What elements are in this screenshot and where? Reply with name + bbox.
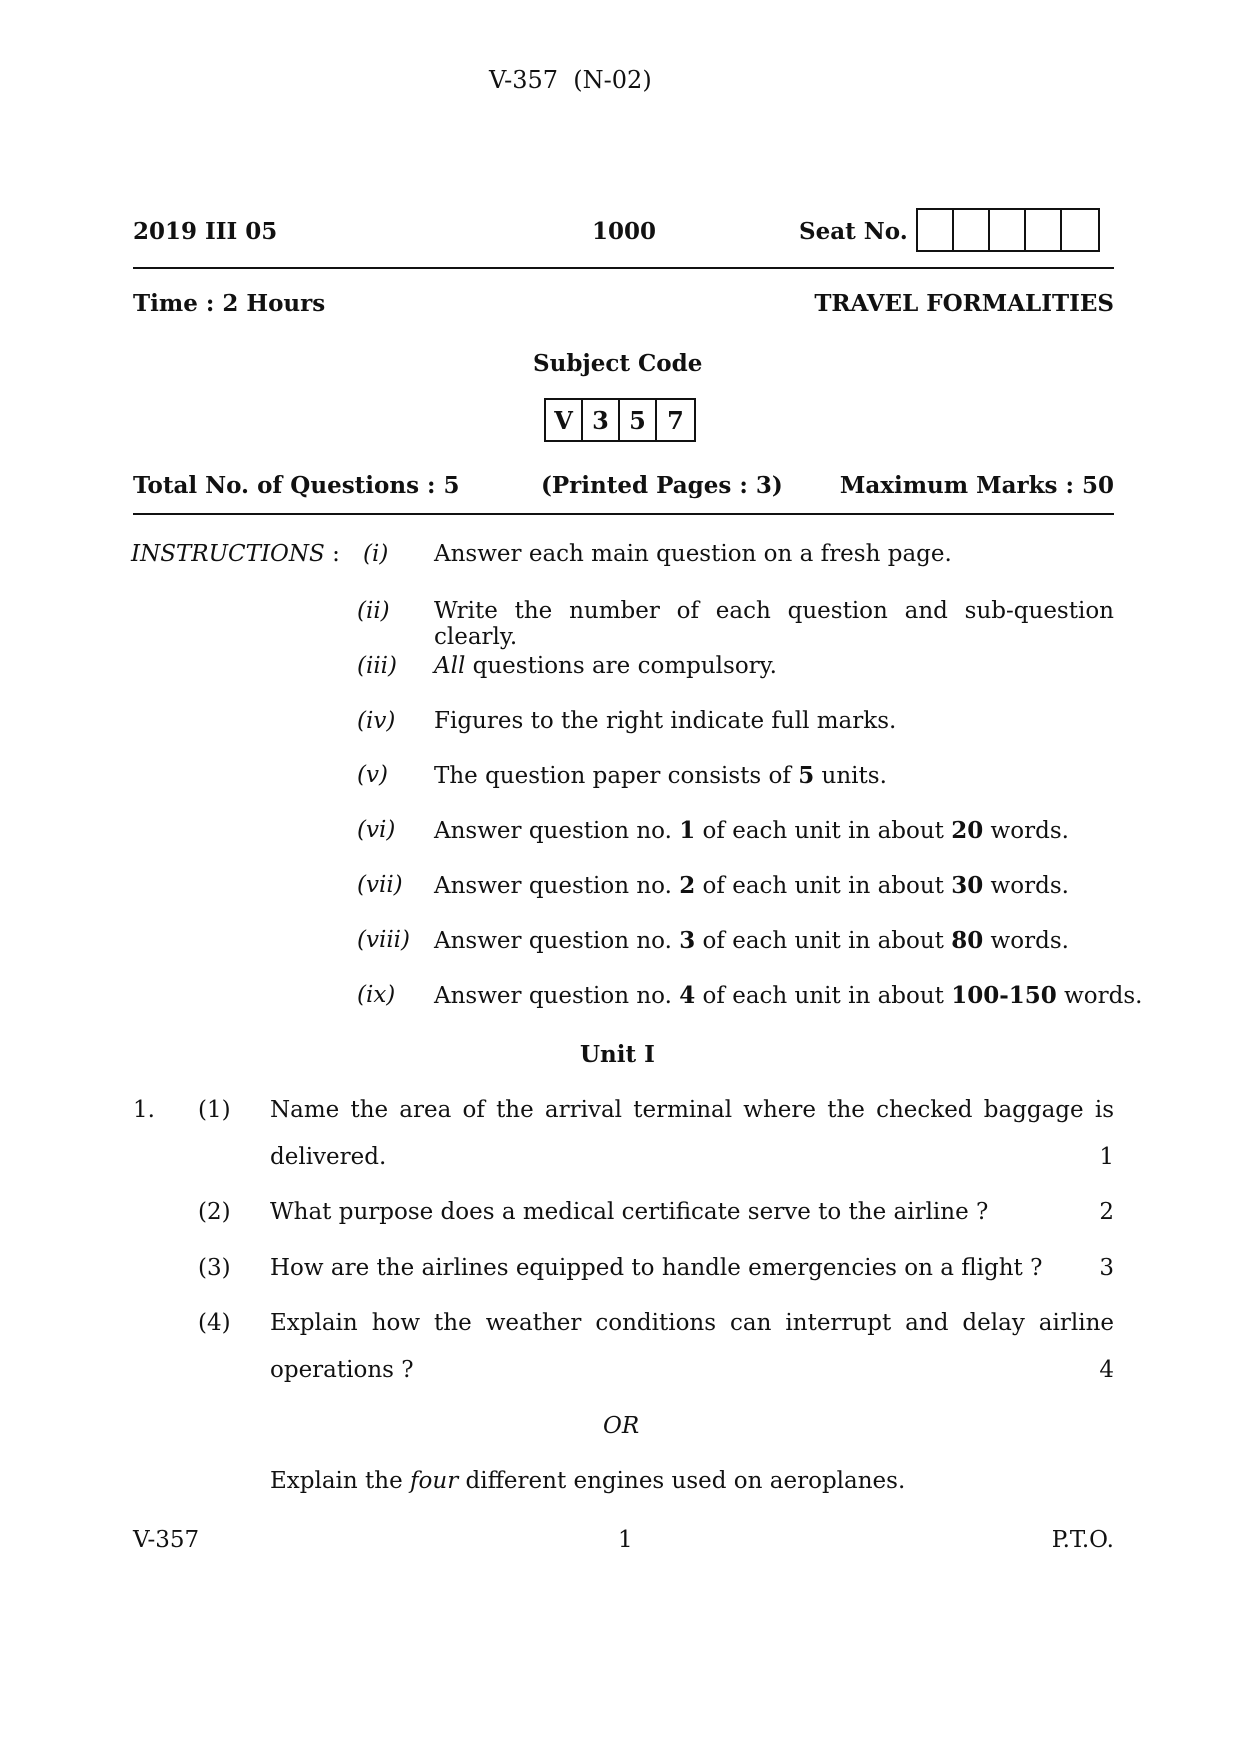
text-run: different engines used on aeroplanes. bbox=[458, 1468, 906, 1494]
seat-box[interactable] bbox=[990, 210, 1026, 250]
emphasis-bold: 2 bbox=[679, 872, 696, 899]
text-run: words. bbox=[983, 818, 1069, 844]
copy-count: 1000 bbox=[592, 218, 657, 245]
sub-question-marks: 2 bbox=[1099, 1199, 1114, 1225]
sub-question-number: (1) bbox=[198, 1097, 231, 1123]
sub-question-marks: 4 bbox=[1099, 1357, 1114, 1383]
sub-question-number: (2) bbox=[198, 1199, 231, 1225]
text-run: Explain the bbox=[270, 1468, 411, 1494]
text-run: of each unit in about bbox=[695, 983, 952, 1009]
text-run: words. bbox=[1056, 983, 1143, 1009]
emphasis-bold: 1 bbox=[679, 817, 696, 844]
subject-code-char: 3 bbox=[583, 400, 620, 440]
subject-code-boxes bbox=[544, 398, 696, 442]
seat-box[interactable] bbox=[1062, 210, 1098, 250]
emphasis-bold: 100-150 bbox=[951, 982, 1057, 1009]
text-run: Figures to the right indicate full marks. bbox=[434, 708, 897, 734]
sub-question-text: Explain how the weather conditions can interrupt and delay airline bbox=[270, 1310, 1114, 1336]
unit-title: Unit I bbox=[580, 1041, 655, 1068]
sub-question-marks: 1 bbox=[1099, 1144, 1114, 1170]
sub-question-text: What purpose does a medical certificate serve to the airline ? bbox=[270, 1199, 989, 1225]
total-questions: Total No. of Questions : 5 bbox=[133, 472, 460, 499]
text-run: The question paper consists of bbox=[434, 763, 799, 789]
sub-question-text-cont: operations ? bbox=[270, 1357, 414, 1383]
text-run: Answer question no. bbox=[434, 818, 680, 844]
seat-box[interactable] bbox=[954, 210, 990, 250]
sub-question-marks: 3 bbox=[1099, 1255, 1114, 1281]
text-run: questions are compulsory. bbox=[465, 653, 777, 679]
text-run: words. bbox=[983, 873, 1069, 899]
instruction-text bbox=[434, 708, 896, 734]
please-turn-over: P.T.O. bbox=[1051, 1527, 1114, 1553]
subject-code-char: 5 bbox=[620, 400, 657, 440]
maximum-marks: Maximum Marks : 50 bbox=[839, 472, 1114, 499]
instruction-text bbox=[434, 982, 1143, 1009]
text-run: Answer question no. bbox=[434, 873, 680, 899]
page-number: 1 bbox=[618, 1527, 633, 1553]
text-run: of each unit in about bbox=[695, 928, 952, 954]
instruction-text bbox=[434, 762, 887, 789]
instruction-text bbox=[434, 817, 1069, 844]
subject-code-char: V bbox=[546, 400, 583, 440]
emphasis-bold: 5 bbox=[798, 762, 815, 789]
text-run: of each unit in about bbox=[695, 818, 952, 844]
emphasis-italic: All bbox=[434, 653, 466, 679]
time-allowed: Time : 2 Hours bbox=[133, 290, 326, 317]
instruction-number: (vi) bbox=[357, 817, 396, 843]
sub-question-text: Name the area of the arrival terminal where the checked baggage is bbox=[270, 1097, 1114, 1123]
text-run: Write the number of each question and sub-question clearly. bbox=[434, 598, 1114, 650]
text-run: units. bbox=[814, 763, 887, 789]
seat-label: Seat No. bbox=[799, 218, 908, 245]
instruction-number: (v) bbox=[357, 762, 388, 788]
instruction-number: (iv) bbox=[357, 708, 396, 734]
or-separator: OR bbox=[603, 1413, 640, 1439]
instruction-number: (i) bbox=[363, 541, 389, 567]
text-run: Answer question no. bbox=[434, 983, 680, 1009]
alternative-question-text bbox=[270, 1468, 905, 1494]
question-number: 1. bbox=[133, 1097, 155, 1123]
footer-code: V-357 bbox=[133, 1527, 200, 1553]
seat-number-boxes[interactable] bbox=[916, 208, 1100, 252]
paper-code-top: V-357 (N-02) bbox=[489, 66, 652, 94]
instruction-number: (vii) bbox=[357, 872, 403, 898]
instruction-number: (iii) bbox=[357, 653, 398, 679]
instruction-text bbox=[434, 927, 1069, 954]
sub-question-number: (3) bbox=[198, 1255, 231, 1281]
sub-question-number: (4) bbox=[198, 1310, 231, 1336]
emphasis-bold: 30 bbox=[951, 872, 984, 899]
subject-title: TRAVEL FORMALITIES bbox=[814, 290, 1114, 317]
emphasis-bold: 20 bbox=[951, 817, 984, 844]
instruction-number: (ix) bbox=[357, 982, 396, 1008]
seat-box[interactable] bbox=[1026, 210, 1062, 250]
exam-code: 2019 III 05 bbox=[133, 218, 278, 245]
instruction-number: (viii) bbox=[357, 927, 411, 953]
text-run: words. bbox=[983, 928, 1069, 954]
text-run: of each unit in about bbox=[695, 873, 952, 899]
instruction-text bbox=[434, 653, 777, 679]
sub-question-text-cont: delivered. bbox=[270, 1144, 387, 1170]
emphasis-bold: 80 bbox=[951, 927, 984, 954]
text-run: Answer each main question on a fresh page. bbox=[434, 541, 952, 567]
text-run: Answer question no. bbox=[434, 928, 680, 954]
totals-rule bbox=[133, 513, 1114, 515]
emphasis-bold: 4 bbox=[679, 982, 696, 1009]
subject-code-char: 7 bbox=[667, 405, 684, 435]
printed-pages: (Printed Pages : 3) bbox=[541, 472, 783, 499]
seat-box[interactable] bbox=[918, 210, 954, 250]
header-rule bbox=[133, 267, 1114, 269]
subject-code-label: Subject Code bbox=[533, 350, 703, 377]
instruction-text bbox=[434, 541, 952, 567]
instruction-number: (ii) bbox=[357, 598, 390, 624]
emphasis-italic: four bbox=[410, 1468, 459, 1494]
sub-question-text: How are the airlines equipped to handle emergencies on a flight ? bbox=[270, 1255, 1043, 1281]
instructions-heading: INSTRUCTIONS bbox=[131, 541, 325, 567]
emphasis-bold: 3 bbox=[679, 927, 696, 954]
instruction-text bbox=[434, 872, 1069, 899]
instructions-colon: : bbox=[332, 541, 340, 567]
instruction-text bbox=[434, 598, 1114, 650]
instructions-label bbox=[131, 541, 340, 567]
